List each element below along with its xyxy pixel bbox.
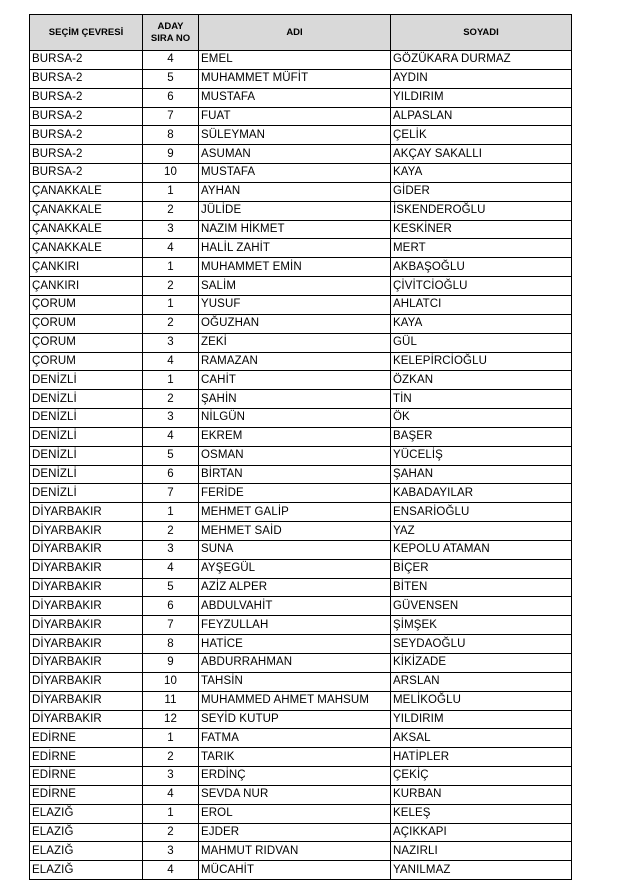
district-cell: BURSA-2	[30, 145, 143, 164]
surname-cell: KAYA	[391, 314, 572, 333]
table-row	[30, 616, 572, 635]
surname-cell: GÖZÜKARA DURMAZ	[391, 51, 572, 70]
table-row	[30, 597, 572, 616]
candidate-order-cell: 1	[143, 804, 199, 823]
candidate-order-cell: 1	[143, 258, 199, 277]
surname-cell: GÜL	[391, 333, 572, 352]
candidate-order-cell: 5	[143, 446, 199, 465]
name-cell: JÜLİDE	[199, 201, 391, 220]
surname-cell: YILDIRIM	[391, 88, 572, 107]
surname-cell: AKÇAY SAKALLI	[391, 145, 572, 164]
header-candidate-order	[143, 15, 199, 51]
district-cell: DİYARBAKIR	[30, 635, 143, 654]
name-cell: ABDURRAHMAN	[199, 654, 391, 673]
surname-cell: KİKİZADE	[391, 654, 572, 673]
surname-cell: YILDIRIM	[391, 710, 572, 729]
table-row	[30, 465, 572, 484]
district-cell: DİYARBAKIR	[30, 540, 143, 559]
candidate-list-sheet	[29, 14, 571, 880]
surname-cell: KABADAYILAR	[391, 484, 572, 503]
table-row	[30, 767, 572, 786]
district-cell: DİYARBAKIR	[30, 503, 143, 522]
district-cell: BURSA-2	[30, 51, 143, 70]
district-cell: DENİZLİ	[30, 390, 143, 409]
name-cell: ASUMAN	[199, 145, 391, 164]
district-cell: EDİRNE	[30, 785, 143, 804]
candidate-order-cell: 1	[143, 371, 199, 390]
district-cell: DENİZLİ	[30, 484, 143, 503]
district-cell: EDİRNE	[30, 767, 143, 786]
table-row	[30, 314, 572, 333]
name-cell: MEHMET GALİP	[199, 503, 391, 522]
table-row	[30, 69, 572, 88]
name-cell: EKREM	[199, 427, 391, 446]
header-row	[30, 15, 572, 51]
table-row	[30, 446, 572, 465]
table-row	[30, 201, 572, 220]
district-cell: DENİZLİ	[30, 371, 143, 390]
table-row	[30, 182, 572, 201]
candidate-order-cell: 7	[143, 616, 199, 635]
table-row	[30, 559, 572, 578]
surname-cell: AHLATCI	[391, 295, 572, 314]
district-cell: DİYARBAKIR	[30, 616, 143, 635]
table-row	[30, 239, 572, 258]
district-cell: BURSA-2	[30, 164, 143, 183]
district-cell: ÇANKIRI	[30, 258, 143, 277]
district-cell: ÇORUM	[30, 314, 143, 333]
district-cell: DİYARBAKIR	[30, 710, 143, 729]
table-row	[30, 258, 572, 277]
table-row	[30, 654, 572, 673]
table-row	[30, 540, 572, 559]
candidate-order-cell: 1	[143, 182, 199, 201]
table-row	[30, 371, 572, 390]
table-row	[30, 748, 572, 767]
district-cell: DİYARBAKIR	[30, 597, 143, 616]
table-row	[30, 672, 572, 691]
candidate-order-cell: 4	[143, 352, 199, 371]
district-cell: DİYARBAKIR	[30, 654, 143, 673]
surname-cell: KELEŞ	[391, 804, 572, 823]
candidate-order-cell: 7	[143, 484, 199, 503]
district-cell: DENİZLİ	[30, 409, 143, 428]
district-cell: EDİRNE	[30, 729, 143, 748]
surname-cell: KEPOLU ATAMAN	[391, 540, 572, 559]
surname-cell: ÖZKAN	[391, 371, 572, 390]
candidate-order-cell: 2	[143, 201, 199, 220]
district-cell: DENİZLİ	[30, 446, 143, 465]
surname-cell: AYDIN	[391, 69, 572, 88]
surname-cell: AKBAŞOĞLU	[391, 258, 572, 277]
name-cell: CAHİT	[199, 371, 391, 390]
table-row	[30, 51, 572, 70]
name-cell: AZİZ ALPER	[199, 578, 391, 597]
surname-cell: SEYDAOĞLU	[391, 635, 572, 654]
district-cell: DİYARBAKIR	[30, 559, 143, 578]
table-body	[30, 51, 572, 880]
table-row	[30, 522, 572, 541]
table-row	[30, 484, 572, 503]
candidate-order-cell: 1	[143, 729, 199, 748]
candidate-order-cell: 2	[143, 823, 199, 842]
table-row	[30, 842, 572, 861]
candidate-order-cell: 10	[143, 672, 199, 691]
candidate-order-cell: 4	[143, 427, 199, 446]
candidate-order-cell: 6	[143, 465, 199, 484]
table-row	[30, 785, 572, 804]
table-row	[30, 220, 572, 239]
surname-cell: NAZIRLI	[391, 842, 572, 861]
surname-cell: GÜVENSEN	[391, 597, 572, 616]
name-cell: ZEKİ	[199, 333, 391, 352]
table-row	[30, 295, 572, 314]
table-row	[30, 635, 572, 654]
candidate-order-cell: 1	[143, 503, 199, 522]
candidate-order-cell: 1	[143, 295, 199, 314]
name-cell: FUAT	[199, 107, 391, 126]
surname-cell: ÇELİK	[391, 126, 572, 145]
table-row	[30, 691, 572, 710]
surname-cell: YAZ	[391, 522, 572, 541]
surname-cell: HATİPLER	[391, 748, 572, 767]
name-cell: EROL	[199, 804, 391, 823]
candidate-order-cell: 11	[143, 691, 199, 710]
name-cell: FATMA	[199, 729, 391, 748]
candidate-order-cell: 2	[143, 748, 199, 767]
candidate-order-cell: 5	[143, 578, 199, 597]
name-cell: SUNA	[199, 540, 391, 559]
name-cell: MEHMET SAİD	[199, 522, 391, 541]
candidate-order-cell: 3	[143, 767, 199, 786]
district-cell: ELAZIĞ	[30, 823, 143, 842]
surname-cell: MERT	[391, 239, 572, 258]
district-cell: ÇANKIRI	[30, 277, 143, 296]
candidate-order-cell: 8	[143, 635, 199, 654]
surname-cell: KELEPİRCİOĞLU	[391, 352, 572, 371]
table-row	[30, 823, 572, 842]
candidate-order-cell: 2	[143, 522, 199, 541]
name-cell: EMEL	[199, 51, 391, 70]
district-cell: DENİZLİ	[30, 465, 143, 484]
name-cell: AYŞEGÜL	[199, 559, 391, 578]
candidate-order-cell: 5	[143, 69, 199, 88]
candidate-order-cell: 3	[143, 333, 199, 352]
name-cell: MUHAMMED AHMET MAHSUM	[199, 691, 391, 710]
name-cell: EJDER	[199, 823, 391, 842]
district-cell: DİYARBAKIR	[30, 522, 143, 541]
table-row	[30, 107, 572, 126]
district-cell: ÇANAKKALE	[30, 182, 143, 201]
table-row	[30, 729, 572, 748]
surname-cell: AÇIKKAPI	[391, 823, 572, 842]
surname-cell: MELİKOĞLU	[391, 691, 572, 710]
table-row	[30, 503, 572, 522]
name-cell: SEYİD KUTUP	[199, 710, 391, 729]
table-row	[30, 861, 572, 880]
district-cell: BURSA-2	[30, 88, 143, 107]
name-cell: ŞAHİN	[199, 390, 391, 409]
candidate-order-cell: 4	[143, 239, 199, 258]
candidate-order-cell: 6	[143, 597, 199, 616]
district-cell: BURSA-2	[30, 107, 143, 126]
name-cell: FERİDE	[199, 484, 391, 503]
district-cell: ÇANAKKALE	[30, 220, 143, 239]
candidate-order-cell: 2	[143, 314, 199, 333]
name-cell: MUSTAFA	[199, 88, 391, 107]
name-cell: SEVDA NUR	[199, 785, 391, 804]
surname-cell: ÇEKİÇ	[391, 767, 572, 786]
surname-cell: ÖK	[391, 409, 572, 428]
surname-cell: ŞAHAN	[391, 465, 572, 484]
name-cell: HATİCE	[199, 635, 391, 654]
name-cell: SALİM	[199, 277, 391, 296]
table-row	[30, 145, 572, 164]
district-cell: ELAZIĞ	[30, 842, 143, 861]
candidate-order-cell: 12	[143, 710, 199, 729]
district-cell: BURSA-2	[30, 69, 143, 88]
table-row	[30, 126, 572, 145]
surname-cell: YÜCELİŞ	[391, 446, 572, 465]
surname-cell: İSKENDEROĞLU	[391, 201, 572, 220]
surname-cell: KAYA	[391, 164, 572, 183]
header-district: SEÇİM ÇEVRESİ	[30, 15, 143, 51]
district-cell: DİYARBAKIR	[30, 578, 143, 597]
district-cell: DENİZLİ	[30, 427, 143, 446]
name-cell: SÜLEYMAN	[199, 126, 391, 145]
district-cell: ELAZIĞ	[30, 861, 143, 880]
candidate-order-cell: 3	[143, 540, 199, 559]
surname-cell: ŞİMŞEK	[391, 616, 572, 635]
candidate-order-cell: 2	[143, 390, 199, 409]
name-cell: TARIK	[199, 748, 391, 767]
name-cell: MUHAMMET MÜFİT	[199, 69, 391, 88]
candidate-order-cell: 3	[143, 220, 199, 239]
name-cell: AYHAN	[199, 182, 391, 201]
table-row	[30, 352, 572, 371]
name-cell: OSMAN	[199, 446, 391, 465]
header-name: ADI	[199, 15, 391, 51]
header-candidate-order-line2: SIRA NO	[150, 32, 191, 44]
district-cell: BURSA-2	[30, 126, 143, 145]
name-cell: YUSUF	[199, 295, 391, 314]
candidate-order-cell: 8	[143, 126, 199, 145]
candidate-order-cell: 9	[143, 145, 199, 164]
name-cell: MUHAMMET EMİN	[199, 258, 391, 277]
surname-cell: GİDER	[391, 182, 572, 201]
surname-cell: ARSLAN	[391, 672, 572, 691]
candidate-order-cell: 9	[143, 654, 199, 673]
name-cell: ABDULVAHİT	[199, 597, 391, 616]
surname-cell: BAŞER	[391, 427, 572, 446]
name-cell: MAHMUT RIDVAN	[199, 842, 391, 861]
table-row	[30, 409, 572, 428]
name-cell: ERDİNÇ	[199, 767, 391, 786]
candidate-order-cell: 3	[143, 842, 199, 861]
name-cell: FEYZULLAH	[199, 616, 391, 635]
table-row	[30, 164, 572, 183]
name-cell: BİRTAN	[199, 465, 391, 484]
table-row	[30, 427, 572, 446]
table-row	[30, 88, 572, 107]
surname-cell: TİN	[391, 390, 572, 409]
name-cell: OĞUZHAN	[199, 314, 391, 333]
district-cell: DİYARBAKIR	[30, 672, 143, 691]
candidate-table	[29, 14, 572, 880]
table-row	[30, 578, 572, 597]
header-candidate-order-line1: ADAY	[157, 20, 184, 32]
surname-cell: KURBAN	[391, 785, 572, 804]
surname-cell: BİÇER	[391, 559, 572, 578]
header-surname: SOYADI	[391, 15, 572, 51]
district-cell: ÇANAKKALE	[30, 239, 143, 258]
candidate-order-cell: 7	[143, 107, 199, 126]
name-cell: RAMAZAN	[199, 352, 391, 371]
table-row	[30, 333, 572, 352]
candidate-order-cell: 2	[143, 277, 199, 296]
candidate-order-cell: 4	[143, 785, 199, 804]
surname-cell: ÇİVİTCİOĞLU	[391, 277, 572, 296]
surname-cell: ENSARİOĞLU	[391, 503, 572, 522]
district-cell: ÇANAKKALE	[30, 201, 143, 220]
name-cell: HALİL ZAHİT	[199, 239, 391, 258]
district-cell: DİYARBAKIR	[30, 691, 143, 710]
table-row	[30, 390, 572, 409]
table-row	[30, 710, 572, 729]
district-cell: ÇORUM	[30, 352, 143, 371]
surname-cell: YANILMAZ	[391, 861, 572, 880]
candidate-order-cell: 10	[143, 164, 199, 183]
candidate-order-cell: 6	[143, 88, 199, 107]
candidate-order-cell: 4	[143, 51, 199, 70]
surname-cell: KESKİNER	[391, 220, 572, 239]
name-cell: MÜCAHİT	[199, 861, 391, 880]
table-row	[30, 277, 572, 296]
district-cell: EDİRNE	[30, 748, 143, 767]
candidate-order-cell: 4	[143, 861, 199, 880]
candidate-order-cell: 3	[143, 409, 199, 428]
name-cell: TAHSİN	[199, 672, 391, 691]
surname-cell: AKSAL	[391, 729, 572, 748]
candidate-order-cell: 4	[143, 559, 199, 578]
surname-cell: ALPASLAN	[391, 107, 572, 126]
district-cell: ÇORUM	[30, 295, 143, 314]
name-cell: NAZIM HİKMET	[199, 220, 391, 239]
district-cell: ELAZIĞ	[30, 804, 143, 823]
table-row	[30, 804, 572, 823]
district-cell: ÇORUM	[30, 333, 143, 352]
name-cell: NİLGÜN	[199, 409, 391, 428]
name-cell: MUSTAFA	[199, 164, 391, 183]
surname-cell: BİTEN	[391, 578, 572, 597]
